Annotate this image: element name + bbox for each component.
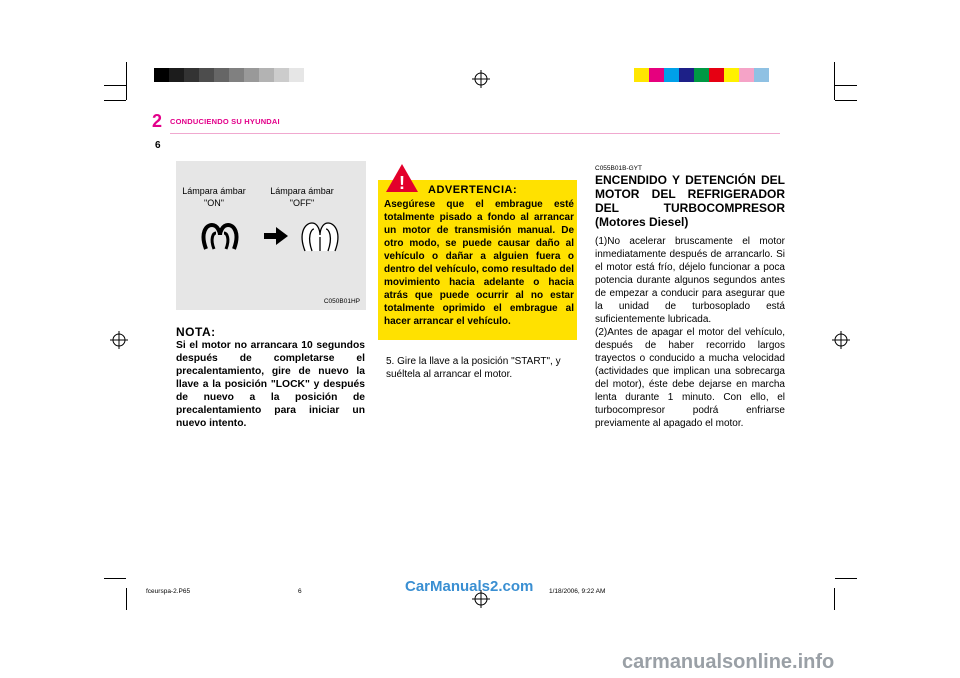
glow-plug-on-icon xyxy=(200,221,240,251)
lamp-on-label: Lámpara ámbar "ON" xyxy=(182,186,246,208)
crop-mark xyxy=(126,62,127,100)
color-swatch xyxy=(199,68,214,82)
color-swatch xyxy=(754,68,769,82)
section-item-2: (2)Antes de apagar el motor del vehículo, después de haber recorrido largos trayectos o conducido a mucha velocidad (actividades que implican una sobrecarga del motor), éste debe dejarse en marcha lenta durante 1 minuto. Con ello, el turbocompresor podrá enfriarse previamente al apagado el motor. xyxy=(595,327,785,429)
color-swatch xyxy=(724,68,739,82)
warning-box xyxy=(378,180,577,340)
section-body xyxy=(595,235,785,430)
chapter-title: CONDUCIENDO SU HYUNDAI xyxy=(170,117,280,126)
crop-mark xyxy=(104,85,126,86)
color-swatch xyxy=(694,68,709,82)
color-swatch xyxy=(739,68,754,82)
figure-code: C050B01HP xyxy=(323,298,360,305)
color-swatch xyxy=(664,68,679,82)
section-title: ENCENDIDO Y DETENCIÓN DEL MOTOR DEL REFRIGERADOR DEL TURBOCOMPRESOR (Motores Diesel) xyxy=(595,173,785,229)
color-swatch xyxy=(679,68,694,82)
step-5-text: 5. Gire la llave a la posición "START", y suéltela al arrancar el motor. xyxy=(386,356,561,380)
crop-mark xyxy=(104,100,126,101)
glow-plug-off-icon xyxy=(298,219,342,253)
registration-mark-icon xyxy=(472,70,490,88)
watermark-top[interactable]: CarManuals2.com xyxy=(405,578,534,595)
crop-mark xyxy=(126,588,127,610)
color-swatch xyxy=(259,68,274,82)
registration-mark-icon xyxy=(832,331,850,349)
crop-mark xyxy=(834,62,835,100)
crop-mark xyxy=(835,100,857,101)
lamp-off-label: Lámpara ámbar "OFF" xyxy=(270,186,334,208)
glow-lamp-figure xyxy=(176,161,366,310)
warning-symbol: ! xyxy=(399,173,405,193)
color-swatch xyxy=(169,68,184,82)
section-code: C055B01B-GYT xyxy=(595,165,642,172)
color-swatch xyxy=(154,68,169,82)
footer-page: 6 xyxy=(298,588,302,595)
warning-title: ADVERTENCIA: xyxy=(428,184,518,196)
note-body: Si el motor no arrancara 10 segundos después de completarse el precalentamiento, gire de nuevo la llave a la posición "LOCK" y después de nuevo a la posición de precalentamiento para iniciar un nuevo intento. xyxy=(176,340,365,429)
chapter-number: 2 xyxy=(152,111,163,131)
color-swatch xyxy=(184,68,199,82)
header-rule xyxy=(170,133,780,134)
footer-timestamp: 1/18/2006, 9:22 AM xyxy=(549,588,606,595)
color-swatch xyxy=(289,68,304,82)
color-swatch xyxy=(229,68,244,82)
color-swatch xyxy=(709,68,724,82)
warning-body: Asegúrese que el embrague esté totalmente pisado a fondo al arrancar un motor de transmisión manual. De otro modo, se puede causar daño al vehículo o dañar a alguien fuera o dentro del vehículo, como resultado del movimiento hacia adelante o hacia atrás que puede ocurrir al no estar totalmente oprimido el embrague al hacer arrancar el vehículo. xyxy=(384,199,574,327)
color-swatch xyxy=(634,68,649,82)
crop-mark xyxy=(104,578,126,579)
crop-mark xyxy=(835,578,857,579)
color-swatch xyxy=(214,68,229,82)
page-number: 6 xyxy=(155,140,161,151)
section-item-1: (1)No acelerar bruscamente el motor inmediatamente después de arrancarlo. Si el motor está frío, déjelo funcionar a poca potencia durante algunos segundos antes de empezar a conducir para asegurar que la unidad de turbosoplado está suficientemente lubricada. xyxy=(595,236,785,325)
watermark-bottom[interactable]: carmanualsonline.info xyxy=(622,651,835,673)
color-swatch xyxy=(244,68,259,82)
color-swatch xyxy=(274,68,289,82)
gray-scale-bar xyxy=(154,68,304,82)
crop-mark xyxy=(834,588,835,610)
arrow-right-icon xyxy=(264,227,288,245)
registration-mark-icon xyxy=(110,331,128,349)
footer-file: fceurspa-2.P65 xyxy=(146,588,191,595)
note-title: NOTA: xyxy=(176,325,216,339)
process-color-bar xyxy=(634,68,784,82)
color-swatch xyxy=(649,68,664,82)
warning-triangle-icon xyxy=(385,163,419,193)
color-swatch xyxy=(769,68,784,82)
crop-mark xyxy=(835,85,857,86)
